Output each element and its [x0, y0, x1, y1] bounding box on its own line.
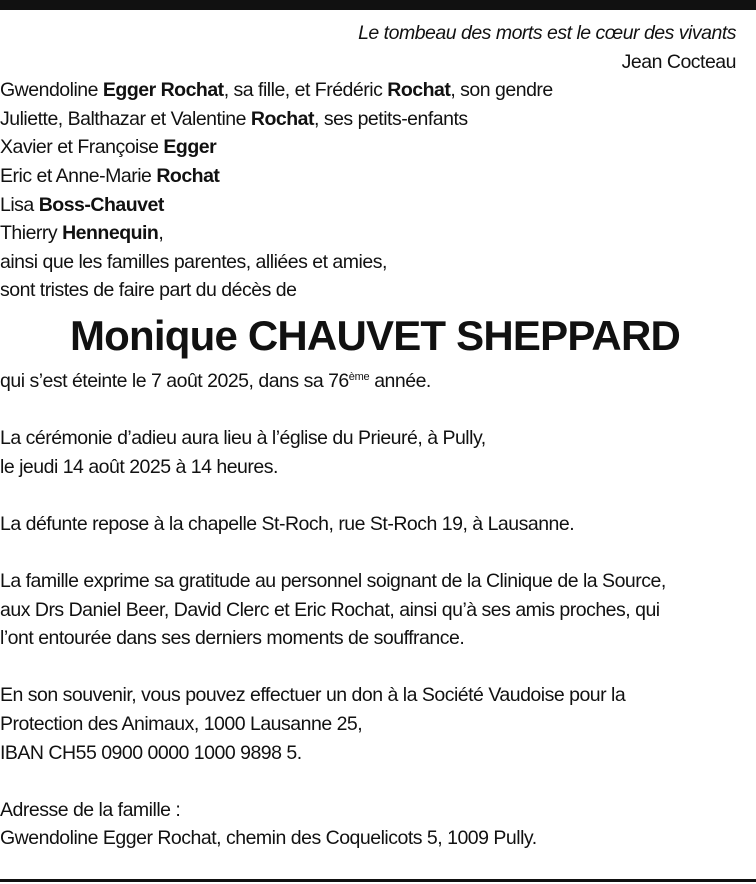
top-rule: [0, 0, 756, 10]
family-text: Eric et Anne-Marie: [0, 164, 157, 187]
family-line: [0, 76, 750, 105]
family-text: Gwendoline: [0, 79, 103, 102]
family-line: [0, 105, 750, 134]
gratitude-paragraph: [0, 567, 750, 653]
donation-line: IBAN CH55 0900 0000 1000 9898 5.: [0, 741, 302, 764]
family-text: Xavier et Françoise: [0, 136, 164, 159]
obituary-notice: [0, 19, 750, 853]
ceremony-line: le jeudi 14 août 2025 à 14 heures.: [0, 455, 278, 478]
death-text-end: année.: [369, 369, 431, 392]
gratitude-line: La famille exprime sa gratitude au personnel soignant de la Clinique de la Source,: [0, 570, 666, 593]
bottom-rule: [0, 879, 756, 882]
donation-line: Protection des Animaux, 1000 Lausanne 25,: [0, 713, 363, 736]
family-list: [0, 76, 750, 305]
family-line: [0, 133, 750, 162]
address-value: Gwendoline Egger Rochat, chemin des Coquelicots 5, 1009 Pully.: [0, 827, 537, 850]
family-text: , sa fille, et Frédéric: [223, 79, 388, 102]
donation-paragraph: [0, 681, 750, 767]
family-surname: Boss-Chauvet: [38, 193, 164, 216]
family-line: [0, 191, 750, 220]
address-label: Adresse de la famille :: [0, 798, 181, 821]
family-text: Thierry: [0, 222, 63, 245]
family-text: Lisa: [0, 193, 39, 216]
death-text: qui s’est éteinte le 7 août 2025, dans sa 76: [0, 369, 349, 392]
death-announcement: [0, 367, 750, 396]
family-surname: Rochat: [250, 107, 314, 130]
family-text: ,: [158, 222, 164, 245]
family-text: , ses petits-enfants: [313, 107, 468, 130]
family-surname: Egger: [163, 136, 217, 159]
family-surname: Rochat: [156, 164, 220, 187]
family-surname: Rochat: [387, 79, 451, 102]
ordinal-suffix: ème: [348, 370, 370, 383]
family-line: [0, 276, 750, 305]
donation-line: En son souvenir, vous pouvez effectuer un don à la Société Vaudoise pour la: [0, 684, 626, 707]
address-paragraph: [0, 796, 750, 853]
family-surname: Egger Rochat: [102, 79, 224, 102]
epigraph-quote: Le tombeau des morts est le cœur des vivants: [358, 22, 736, 44]
family-surname: Hennequin: [62, 222, 159, 245]
family-text: ainsi que les familles parentes, alliées et amies,: [0, 250, 387, 273]
deceased-name: Monique CHAUVET SHEPPARD: [69, 311, 681, 359]
family-line: [0, 162, 750, 191]
rest-paragraph: La défunte repose à la chapelle St-Roch, rue St-Roch 19, à Lausanne.: [0, 512, 575, 535]
gratitude-line: aux Drs Daniel Beer, David Clerc et Eric Rochat, ainsi qu’à ses amis proches, qui: [0, 598, 660, 621]
family-line: [0, 219, 750, 248]
family-text: Juliette, Balthazar et Valentine: [0, 107, 251, 130]
family-text: , son gendre: [450, 79, 553, 102]
gratitude-line: l’ont entourée dans ses derniers moments de souffrance.: [0, 627, 465, 650]
ceremony-line: La cérémonie d’adieu aura lieu à l’église du Prieuré, à Pully,: [0, 427, 486, 450]
family-text: sont tristes de faire part du décès de: [0, 279, 297, 302]
family-line: [0, 248, 750, 277]
epigraph-author: Jean Cocteau: [621, 50, 736, 73]
ceremony-paragraph: [0, 424, 750, 481]
